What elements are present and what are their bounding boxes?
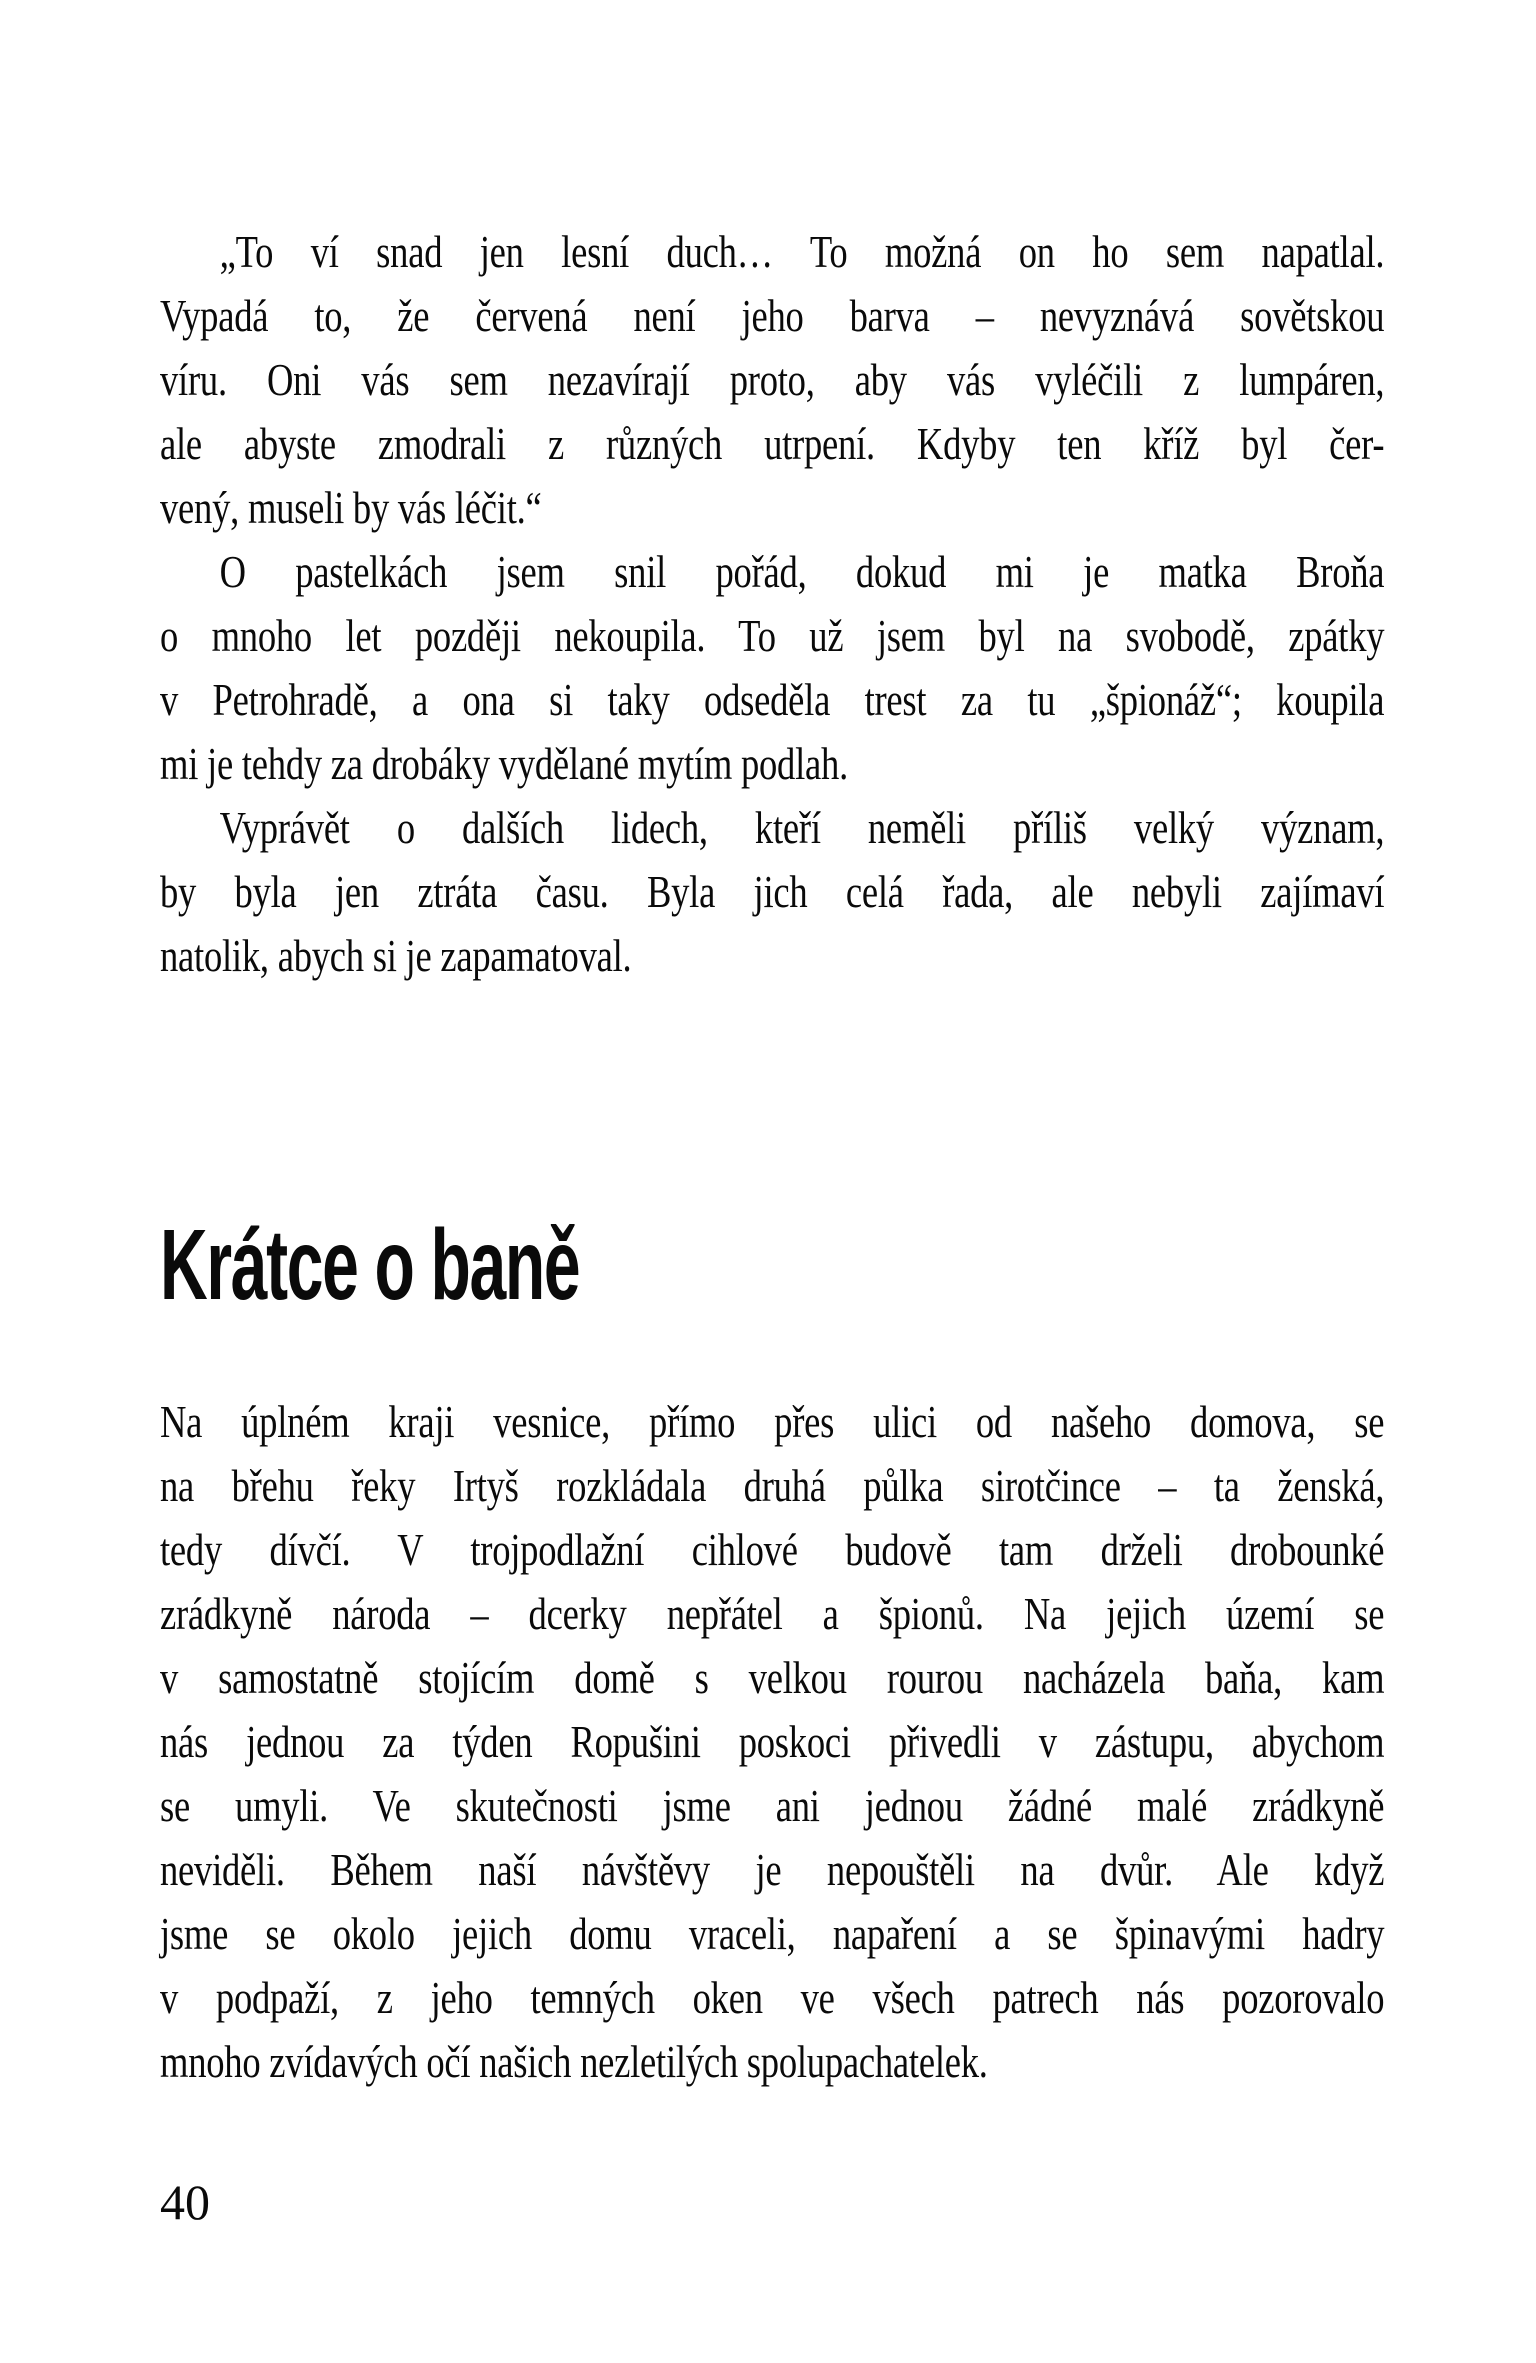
paragraph [160,540,1536,796]
body-line: mi je tehdy za drobáky vydělané mytím podlah. [160,738,848,789]
body-line: v Petrohradě, a ona si taky odseděla trest za tu „špionáž“; koupila [160,674,1385,725]
body-line: v samostatně stojícím domě s velkou rourou nacházela baňa, kam [160,1652,1385,1703]
body-line: O pastelkách jsem snil pořád, dokud mi je matka Broňa [219,546,1385,597]
body-line: v podpaží, z jeho temných oken ve všech patrech nás pozorovalo [160,1972,1385,2023]
body-line: na břehu řeky Irtyš rozkládala druhá půlka sirotčince – ta ženská, [160,1460,1385,1511]
paragraph [160,1390,1536,2094]
chapter-heading: Krátce o baně [160,1209,580,1321]
body-line: o mnoho let později nekoupila. To už jsem byl na svobodě, zpátky [160,610,1385,661]
body-line: „To ví snad jen lesní duch… To možná on ho sem napatlal. [219,226,1385,277]
body-line: Vyprávět o dalších lidech, kteří neměli příliš velký význam, [219,802,1385,853]
body-line: Vypadá to, že červená není jeho barva – nevyznává sovětskou [160,290,1385,341]
body-line: by byla jen ztráta času. Byla jich celá řada, ale nebyli zajímaví [160,866,1385,917]
body-line: se umyli. Ve skutečnosti jsme ani jednou žádné malé zrádkyně [160,1780,1385,1831]
page-number: 40 [160,2174,210,2230]
body-line: neviděli. Během naší návštěvy je nepouštěli na dvůr. Ale když [160,1844,1385,1895]
body-line: ale abyste zmodrali z různých utrpení. Kdyby ten kříž byl čer- [160,418,1385,469]
body-line: vený, museli by vás léčit.“ [160,482,542,533]
body-line: nás jednou za týden Ropušini poskoci přivedli v zástupu, abychom [160,1716,1385,1767]
body-line: víru. Oni vás sem nezavírají proto, aby vás vyléčili z lumpáren, [160,354,1385,405]
body-line: jsme se okolo jejich domu vraceli, napaření a se špinavými hadry [160,1908,1385,1959]
body-line: mnoho zvídavých očí našich nezletilých spolupachatelek. [160,2036,988,2087]
body-line: natolik, abych si je zapamatoval. [160,930,632,981]
body-paragraphs [160,1390,1536,2094]
paragraph [160,796,1536,988]
intro-paragraphs [160,220,1536,988]
body-line: zrádkyně národa – dcerky nepřátel a špionů. Na jejich území se [160,1588,1385,1639]
body-line: tedy dívčí. V trojpodlažní cihlové budově tam drželi drobounké [160,1524,1385,1575]
paragraph [160,220,1536,540]
text-column [160,0,1536,2230]
body-line: Na úplném kraji vesnice, přímo přes ulici od našeho domova, se [160,1396,1385,1447]
